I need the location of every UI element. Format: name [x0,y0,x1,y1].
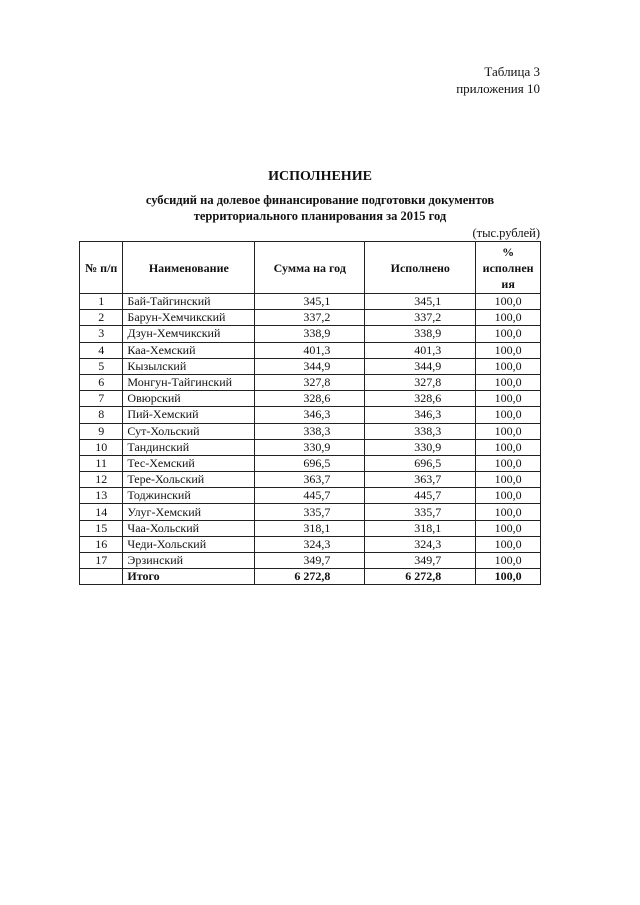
table-row [80,504,541,520]
row-sum-cell: 363,7 [255,472,365,488]
table-header-row [80,242,541,294]
row-num-cell: 16 [80,536,123,552]
table-total-row [80,569,541,585]
table-row [80,520,541,536]
row-num-cell: 7 [80,391,123,407]
row-done-cell: 363,7 [365,472,476,488]
row-name-cell: Каа-Хемский [123,342,255,358]
header-done: Исполнено [365,242,476,294]
row-num-cell: 10 [80,439,123,455]
row-done-cell: 324,3 [365,536,476,552]
row-sum-cell: 344,9 [255,358,365,374]
table-row [80,439,541,455]
row-done-cell: 345,1 [365,294,476,310]
row-pct-cell: 100,0 [476,326,541,342]
row-name-cell: Кызылский [123,358,255,374]
total-sum-cell: 6 272,8 [255,569,365,585]
table-body [80,294,541,585]
document-subtitle-line2: территориального планирования за 2015 год [193,209,447,223]
row-pct-cell: 100,0 [476,553,541,569]
row-num-cell: 12 [80,472,123,488]
row-sum-cell: 335,7 [255,504,365,520]
row-name-cell: Чеди-Хольский [123,536,255,552]
table-row [80,455,541,471]
row-done-cell: 335,7 [365,504,476,520]
row-done-cell: 346,3 [365,407,476,423]
row-name-cell: Тоджинский [123,488,255,504]
row-num-cell: 17 [80,553,123,569]
row-num-cell: 3 [80,326,123,342]
row-done-cell: 330,9 [365,439,476,455]
row-num-cell: 1 [80,294,123,310]
table-row [80,342,541,358]
row-done-cell: 445,7 [365,488,476,504]
row-pct-cell: 100,0 [476,407,541,423]
row-pct-cell: 100,0 [476,342,541,358]
row-name-cell: Монгун-Тайгинский [123,374,255,390]
row-sum-cell: 696,5 [255,455,365,471]
row-name-cell: Тандинский [123,439,255,455]
header-pct-line2: исполнен [482,260,534,275]
header-pct-line1: % [502,244,515,259]
table-row [80,391,541,407]
row-pct-cell: 100,0 [476,455,541,471]
row-name-cell: Тес-Хемский [123,455,255,471]
row-sum-cell: 324,3 [255,536,365,552]
row-done-cell: 696,5 [365,455,476,471]
row-pct-cell: 100,0 [476,472,541,488]
table-row [80,488,541,504]
row-pct-cell: 100,0 [476,520,541,536]
row-name-cell: Эрзинский [123,553,255,569]
table-row [80,326,541,342]
row-pct-cell: 100,0 [476,504,541,520]
row-done-cell: 337,2 [365,310,476,326]
table-row [80,536,541,552]
row-name-cell: Пий-Хемский [123,407,255,423]
row-sum-cell: 330,9 [255,439,365,455]
row-sum-cell: 401,3 [255,342,365,358]
row-sum-cell: 337,2 [255,310,365,326]
row-sum-cell: 338,9 [255,326,365,342]
row-done-cell: 318,1 [365,520,476,536]
row-name-cell: Чаа-Хольский [123,520,255,536]
row-sum-cell: 318,1 [255,520,365,536]
row-pct-cell: 100,0 [476,488,541,504]
row-num-cell: 15 [80,520,123,536]
row-done-cell: 327,8 [365,374,476,390]
row-pct-cell: 100,0 [476,358,541,374]
row-pct-cell: 100,0 [476,310,541,326]
row-num-cell: 5 [80,358,123,374]
subsidy-table [79,241,541,585]
header-num: № п/п [80,242,123,294]
row-num-cell: 9 [80,423,123,439]
table-row [80,407,541,423]
table-row [80,310,541,326]
row-done-cell: 349,7 [365,553,476,569]
appendix-label: приложения 10 [456,81,540,96]
row-sum-cell: 327,8 [255,374,365,390]
row-num-cell: 4 [80,342,123,358]
table-row [80,553,541,569]
row-name-cell: Овюрский [123,391,255,407]
header-name: Наименование [123,242,255,294]
row-num-cell: 11 [80,455,123,471]
table-row [80,358,541,374]
table-number-label: Таблица 3 [484,64,540,79]
total-done-cell: 6 272,8 [365,569,476,585]
row-pct-cell: 100,0 [476,374,541,390]
row-pct-cell: 100,0 [476,294,541,310]
row-num-cell: 13 [80,488,123,504]
table-row [80,294,541,310]
row-sum-cell: 328,6 [255,391,365,407]
header-pct [476,242,541,294]
row-sum-cell: 349,7 [255,553,365,569]
row-name-cell: Барун-Хемчикский [123,310,255,326]
row-name-cell: Тере-Хольский [123,472,255,488]
row-done-cell: 338,3 [365,423,476,439]
row-name-cell: Сут-Хольский [123,423,255,439]
row-sum-cell: 338,3 [255,423,365,439]
row-pct-cell: 100,0 [476,439,541,455]
row-num-cell: 14 [80,504,123,520]
row-done-cell: 328,6 [365,391,476,407]
total-name-cell: Итого [123,569,255,585]
document-title: ИСПОЛНЕНИЕ [268,169,372,184]
row-name-cell: Бай-Тайгинский [123,294,255,310]
row-num-cell: 2 [80,310,123,326]
table-row [80,423,541,439]
row-done-cell: 401,3 [365,342,476,358]
units-label: (тыс.рублей) [472,226,540,240]
total-num-cell [80,569,123,585]
row-sum-cell: 345,1 [255,294,365,310]
row-sum-cell: 346,3 [255,407,365,423]
row-pct-cell: 100,0 [476,423,541,439]
document-subtitle-line1: субсидий на долевое финансирование подготовки документов [145,193,495,207]
row-done-cell: 338,9 [365,326,476,342]
header-pct-line3: ия [501,276,515,291]
row-sum-cell: 445,7 [255,488,365,504]
row-num-cell: 8 [80,407,123,423]
total-pct-cell: 100,0 [476,569,541,585]
row-name-cell: Дзун-Хемчикский [123,326,255,342]
row-name-cell: Улуг-Хемский [123,504,255,520]
row-done-cell: 344,9 [365,358,476,374]
header-sum: Сумма на год [255,242,365,294]
row-pct-cell: 100,0 [476,391,541,407]
row-pct-cell: 100,0 [476,536,541,552]
table-row [80,472,541,488]
table-row [80,374,541,390]
row-num-cell: 6 [80,374,123,390]
